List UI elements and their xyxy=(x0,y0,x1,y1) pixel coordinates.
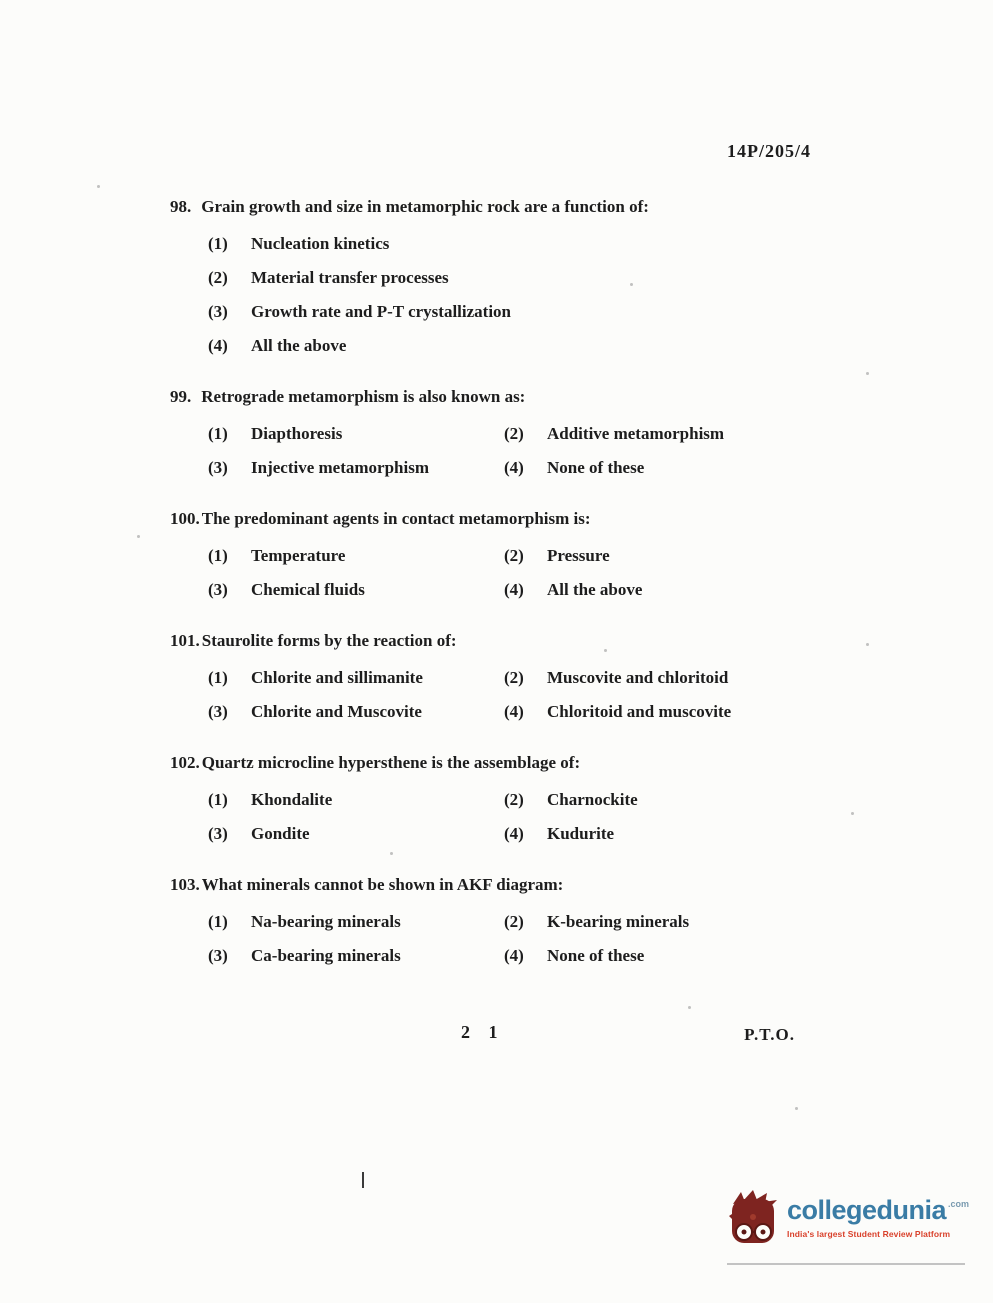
option xyxy=(208,295,860,329)
question-text: What minerals cannot be shown in AKF diagram: xyxy=(201,875,564,894)
option-number: (3) xyxy=(208,458,228,477)
collegedunia-tld-text: .com xyxy=(948,1199,970,1209)
option-text: Charnockite xyxy=(547,790,638,809)
option-number: (3) xyxy=(208,302,228,321)
stray-scan-mark xyxy=(362,1172,364,1188)
question-text: Grain growth and size in metamorphic rock are a function of: xyxy=(201,197,649,216)
option-text: None of these xyxy=(547,946,645,965)
collegedunia-logo-text xyxy=(787,1190,969,1239)
question-100-head xyxy=(170,506,860,532)
option-text: Kudurite xyxy=(547,824,615,843)
option xyxy=(208,939,504,973)
question-102-options xyxy=(208,783,860,851)
option xyxy=(208,261,860,295)
option xyxy=(208,661,504,695)
option-text: Diapthoresis xyxy=(251,424,343,443)
question-text: Quartz microcline hypersthene is the assemblage of: xyxy=(201,753,581,772)
option-text: Growth rate and P-T crystallization xyxy=(251,302,512,321)
question-number: 103. xyxy=(170,875,200,894)
option-number: (4) xyxy=(208,336,228,355)
question-99 xyxy=(170,384,860,485)
option-number: (2) xyxy=(504,912,524,931)
option-number: (2) xyxy=(208,268,228,287)
option-text: Khondalite xyxy=(251,790,333,809)
collegedunia-brand-text: collegedunia xyxy=(787,1195,947,1225)
option xyxy=(208,227,860,261)
question-101 xyxy=(170,628,860,729)
option-text: Material transfer processes xyxy=(251,268,449,287)
option-number: (1) xyxy=(208,234,228,253)
option-number: (3) xyxy=(208,580,228,599)
option xyxy=(208,417,504,451)
paper-code: 14P/205/4 xyxy=(727,141,811,161)
question-99-options xyxy=(208,417,860,485)
question-103-head xyxy=(170,872,860,898)
option xyxy=(208,539,504,573)
option-text: Chloritoid and muscovite xyxy=(547,702,732,721)
scan-speck xyxy=(866,372,869,375)
question-101-head xyxy=(170,628,860,654)
option-number: (1) xyxy=(208,668,228,687)
scan-speck xyxy=(866,643,869,646)
option-text: Chlorite and Muscovite xyxy=(251,702,422,721)
pto-label: P.T.O. xyxy=(744,1025,795,1044)
option-text: Nucleation kinetics xyxy=(251,234,390,253)
option-text: Gondite xyxy=(251,824,310,843)
option xyxy=(504,417,860,451)
option-number: (4) xyxy=(504,824,524,843)
option xyxy=(208,783,504,817)
option xyxy=(208,329,860,363)
option-number: (1) xyxy=(208,912,228,931)
question-100-options xyxy=(208,539,860,607)
option-number: (4) xyxy=(504,458,524,477)
question-text: The predominant agents in contact metamorphism is: xyxy=(201,509,591,528)
option xyxy=(504,539,860,573)
option xyxy=(504,661,860,695)
question-number: 98. xyxy=(170,197,192,216)
option-text: All the above xyxy=(547,580,643,599)
option-text: Pressure xyxy=(547,546,610,565)
option-number: (1) xyxy=(208,546,228,565)
question-number: 99. xyxy=(170,387,192,406)
option-text: Muscovite and chloritoid xyxy=(547,668,729,687)
option-number: (2) xyxy=(504,790,524,809)
option xyxy=(208,817,504,851)
option xyxy=(208,451,504,485)
question-99-head xyxy=(170,384,860,410)
question-100 xyxy=(170,506,860,607)
option xyxy=(504,573,860,607)
question-103 xyxy=(170,872,860,973)
option-number: (3) xyxy=(208,946,228,965)
option-text: Temperature xyxy=(251,546,346,565)
question-98 xyxy=(170,194,860,363)
question-text: Retrograde metamorphism is also known as: xyxy=(201,387,526,406)
option xyxy=(208,573,504,607)
option-text: K-bearing minerals xyxy=(547,912,690,931)
question-102-head xyxy=(170,750,860,776)
option-number: (3) xyxy=(208,824,228,843)
question-103-options xyxy=(208,905,860,973)
option-text: Chlorite and sillimanite xyxy=(251,668,423,687)
option-number: (4) xyxy=(504,580,524,599)
option-number: (1) xyxy=(208,424,228,443)
option-text: Injective metamorphism xyxy=(251,458,429,477)
questions-area xyxy=(170,194,860,994)
option xyxy=(504,695,860,729)
question-102 xyxy=(170,750,860,851)
question-98-head xyxy=(170,194,860,220)
scan-speck xyxy=(688,1006,691,1009)
option-number: (2) xyxy=(504,546,524,565)
option xyxy=(208,905,504,939)
option-number: (3) xyxy=(208,702,228,721)
option xyxy=(504,905,860,939)
option-number: (4) xyxy=(504,702,524,721)
question-98-options xyxy=(208,227,860,363)
question-number: 101. xyxy=(170,631,200,650)
question-number: 102. xyxy=(170,753,200,772)
option-number: (4) xyxy=(504,946,524,965)
option-text: Additive metamorphism xyxy=(547,424,725,443)
option-number: (2) xyxy=(504,668,524,687)
question-101-options xyxy=(208,661,860,729)
collegedunia-tagline: India's largest Student Review Platform xyxy=(787,1229,951,1239)
option-number: (2) xyxy=(504,424,524,443)
option xyxy=(504,783,860,817)
collegedunia-mascot-icon xyxy=(727,1190,779,1255)
option-text: None of these xyxy=(547,458,645,477)
option xyxy=(504,451,860,485)
scan-speck xyxy=(137,535,140,538)
scan-speck xyxy=(97,185,100,188)
option-text: Chemical fluids xyxy=(251,580,365,599)
option xyxy=(504,817,860,851)
option xyxy=(504,939,860,973)
option-text: All the above xyxy=(251,336,347,355)
page-number: 2 1 xyxy=(461,1022,505,1042)
question-number: 100. xyxy=(170,509,200,528)
question-text: Staurolite forms by the reaction of: xyxy=(201,631,457,650)
scan-speck xyxy=(795,1107,798,1110)
option-number: (1) xyxy=(208,790,228,809)
option-text: Ca-bearing minerals xyxy=(251,946,401,965)
option-text: Na-bearing minerals xyxy=(251,912,401,931)
option xyxy=(208,695,504,729)
collegedunia-logo xyxy=(727,1190,970,1265)
